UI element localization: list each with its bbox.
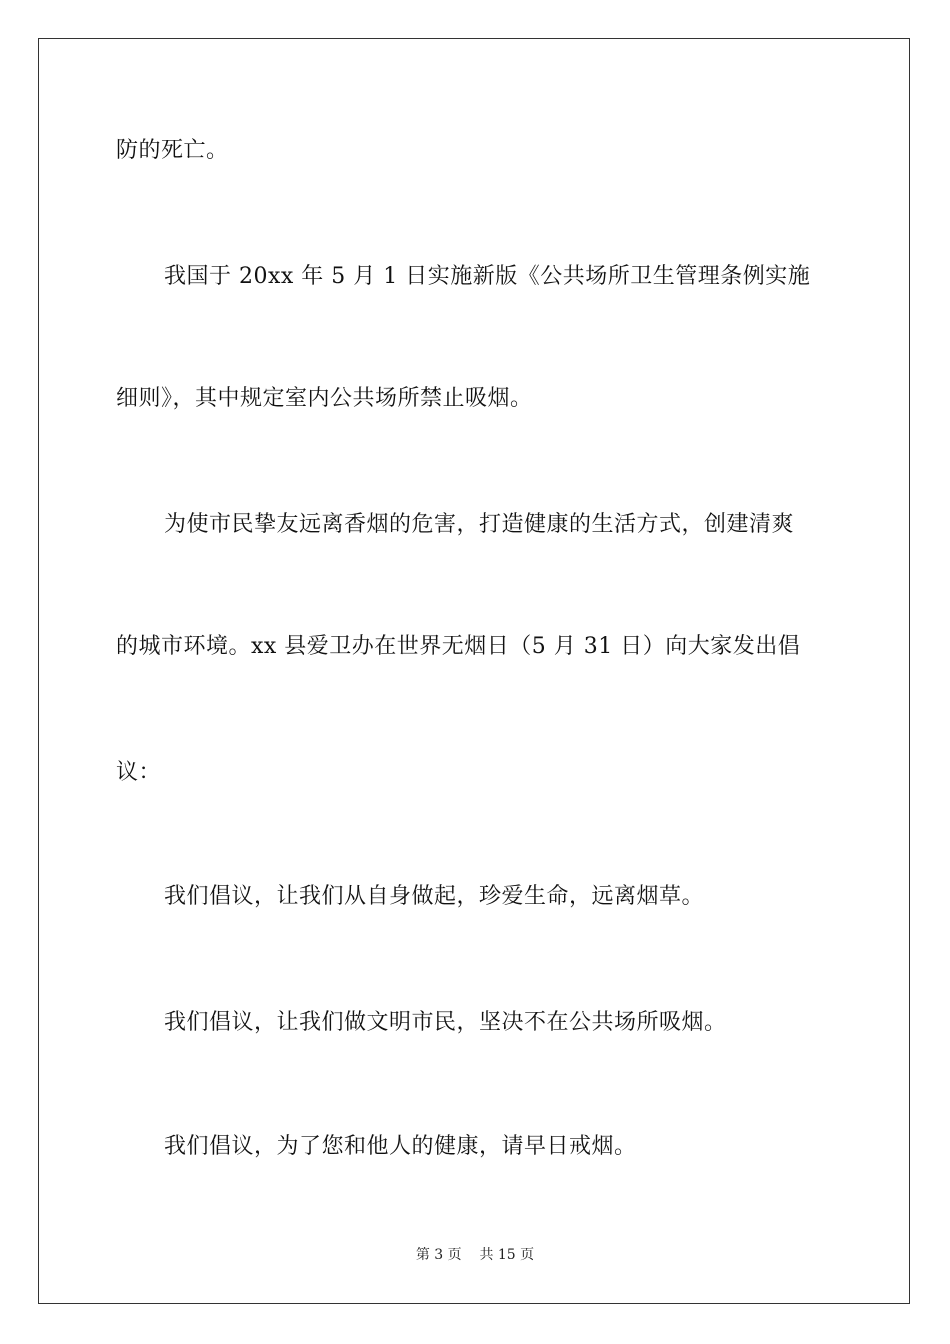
page-footer [0,1246,950,1264]
paragraph-line: 我们倡议，为了您和他人的健康，请早日戒烟。 [164,1134,637,1159]
paragraph-line: 为使市民挚友远离香烟的危害，打造健康的生活方式，创建清爽 [164,512,795,537]
page-border [38,38,910,1304]
paragraph-line: 我们倡议，让我们从自身做起，珍爱生命，远离烟草。 [164,884,705,909]
paragraph-line: 我们倡议，让我们做文明市民，坚决不在公共场所吸烟。 [164,1010,727,1035]
paragraph-line: 防的死亡。 [116,138,229,163]
paragraph-line: 议： [116,760,162,785]
paragraph-line: 的城市环境。xx 县爱卫办在世界无烟日（5 月 31 日）向大家发出倡 [116,634,801,659]
paragraph-line: 我国于 20xx 年 5 月 1 日实施新版《公共场所卫生管理条例实施 [164,264,811,289]
paragraph-line: 细则》，其中规定室内公共场所禁止吸烟。 [116,386,533,411]
page-total: 共 15 页 [479,1247,535,1263]
page-number: 第 3 页 [415,1247,462,1263]
